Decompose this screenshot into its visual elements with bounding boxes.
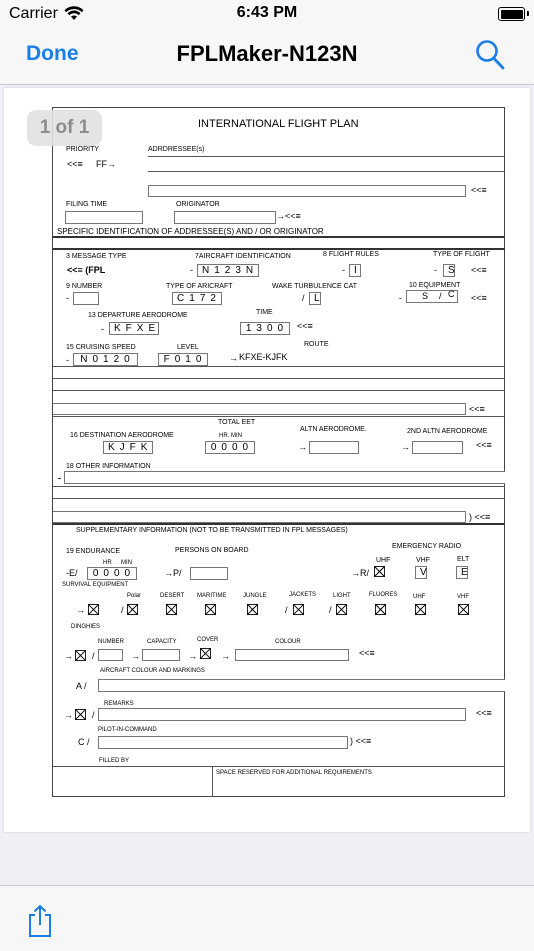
clock: 6:43 PM xyxy=(236,4,298,21)
addressee-field[interactable] xyxy=(148,185,466,197)
altn-field[interactable] xyxy=(309,441,359,454)
search-icon[interactable] xyxy=(474,38,506,77)
wake-field[interactable]: L xyxy=(309,292,321,305)
elt-label: ELT xyxy=(457,556,470,563)
slash: / xyxy=(92,710,95,720)
document-title: FPLMaker-N123N xyxy=(176,41,358,66)
aircraft-colour-label: AIRCRAFT COLOUR AND MARKINGS xyxy=(100,668,205,674)
type-aircraft-field[interactable]: C172 xyxy=(172,292,222,305)
route-value[interactable]: KFXE-KJFK xyxy=(239,352,288,362)
type-aircraft-label: TYPE OF ARICRAFT xyxy=(166,283,233,290)
divider xyxy=(53,248,505,250)
navigation-bar xyxy=(0,30,534,85)
colour-label: COLOUR xyxy=(275,639,301,645)
maritime-crossed-box[interactable] xyxy=(205,604,216,615)
other-info-field-2[interactable] xyxy=(53,511,466,523)
arrow: → xyxy=(298,442,307,452)
dash: - xyxy=(399,293,402,303)
divider xyxy=(148,156,505,157)
addressee-label: ADRDRESSEE(s) xyxy=(148,146,205,153)
endurance-field[interactable]: 0000 xyxy=(87,567,137,580)
page-indicator: 1 of 1 xyxy=(27,110,102,146)
colour-field[interactable] xyxy=(235,649,349,661)
cover-crossed-box[interactable] xyxy=(200,648,211,659)
divider xyxy=(148,171,505,172)
end-marker: <<≡ xyxy=(359,648,375,658)
divider xyxy=(53,416,505,417)
specific-identification-label: SPECIFIC IDENTIFICATION OF ADDRESSEE(S) AND / OR ORIGINATOR xyxy=(57,227,324,236)
originator-field[interactable] xyxy=(174,211,276,224)
flight-rules-label: 8 FLIGHT RULES xyxy=(323,251,379,258)
altn-label: ALTN AERODROME. xyxy=(300,426,367,433)
hr-min-label: HR. MIN xyxy=(219,433,242,439)
arrow: → xyxy=(188,651,197,661)
share-icon[interactable] xyxy=(27,904,53,943)
remarks-field[interactable] xyxy=(98,708,466,721)
flight-rules-field[interactable]: I xyxy=(349,264,361,277)
uhf-crossed-box-2[interactable] xyxy=(415,604,426,615)
uhf-label-2: UHF xyxy=(413,594,426,600)
bottom-toolbar xyxy=(0,885,534,951)
capacity-field[interactable] xyxy=(142,649,180,661)
divider xyxy=(212,766,213,797)
cruising-speed-field[interactable]: N0120 xyxy=(73,353,138,366)
survival-label: SURVIVAL EQUIPMENT xyxy=(62,582,129,588)
dinghies-crossed-box[interactable] xyxy=(75,650,86,661)
vhf-label: VHF xyxy=(416,557,430,564)
level-label: LEVEL xyxy=(177,344,199,351)
number-label: 9 NUMBER xyxy=(66,283,103,290)
fluores-label: FLUORES xyxy=(369,592,398,598)
type-of-flight-field[interactable]: S xyxy=(443,264,455,277)
filing-time-field[interactable] xyxy=(65,211,143,224)
emergency-radio-label: EMERGENCY RADIO xyxy=(392,543,462,550)
vhf-field[interactable]: V xyxy=(415,566,427,579)
dash: - xyxy=(190,265,193,275)
altn2-field[interactable] xyxy=(412,441,463,454)
end-marker: ) <<≡ xyxy=(469,512,491,522)
aircraft-colour-field[interactable] xyxy=(98,679,505,692)
aircraft-id-label: 7AIRCRAFT IDENTIFICATION xyxy=(195,253,291,260)
arrow: → xyxy=(64,651,73,661)
originator-arrow: →<<≡ xyxy=(276,211,301,221)
slash: / xyxy=(302,293,305,303)
aircraft-id-field[interactable]: N123N xyxy=(197,264,259,277)
slash: / xyxy=(439,291,442,301)
uhf-crossed-box[interactable] xyxy=(374,566,385,577)
uhf-label: UHF xyxy=(376,557,391,564)
departure-label: 13 DEPARTURE AERODROME xyxy=(88,312,188,319)
arrow: → xyxy=(76,605,85,615)
number-field[interactable] xyxy=(73,292,99,305)
carrier-label: Carrier xyxy=(9,5,58,22)
uhf-prefix: →R/ xyxy=(351,568,369,578)
dash: - xyxy=(66,293,69,303)
time-field[interactable]: 1300 xyxy=(240,322,290,335)
end-marker: <<≡ xyxy=(471,185,487,195)
end-marker: <<≡ xyxy=(471,265,487,275)
route-label: ROUTE xyxy=(304,341,329,348)
equipment-label: 10 EQUIPMENT xyxy=(409,282,461,289)
message-type-value: <<≡ (FPL xyxy=(67,265,106,275)
route-field[interactable] xyxy=(53,403,466,415)
dash: - xyxy=(66,355,69,365)
divider xyxy=(53,390,505,391)
altn2-label: 2ND ALTN AERODROME xyxy=(407,428,488,435)
slash: / xyxy=(92,651,95,661)
pic-prefix: C / xyxy=(78,737,90,747)
end-marker: <<≡ xyxy=(471,293,487,303)
end-marker: <<≡ xyxy=(469,404,485,414)
filled-by-label: FILLED BY xyxy=(99,758,130,764)
divider xyxy=(53,498,505,499)
other-info-field[interactable] xyxy=(64,471,505,484)
total-eet-field[interactable]: 0000 xyxy=(205,441,255,454)
light-label: LIGHT xyxy=(333,593,351,599)
arrow: → xyxy=(221,651,230,661)
polar-label: Polar xyxy=(127,593,142,599)
persons-field[interactable] xyxy=(190,567,228,580)
priority-value: FF→ xyxy=(96,159,116,169)
dash: - xyxy=(342,265,345,275)
arrow: → xyxy=(229,353,238,363)
level-field[interactable]: F010 xyxy=(158,353,208,366)
dash: - xyxy=(101,324,104,334)
dash: - xyxy=(434,265,437,275)
done-button[interactable]: Done xyxy=(26,42,79,65)
cruising-speed-label: 15 CRUISING SPEED xyxy=(66,344,136,351)
divider xyxy=(53,378,505,379)
dash: - xyxy=(58,473,61,483)
divider xyxy=(53,523,505,525)
space-reserved-label: SPACE RESERVED FOR ADDITIONAL REQUIREMENTS xyxy=(216,770,372,776)
equipment-c: C xyxy=(448,289,455,299)
hr-label: HR xyxy=(103,560,112,566)
maritime-label: MARITIME xyxy=(197,593,227,599)
remarks-crossed-box[interactable] xyxy=(75,709,86,720)
destination-field[interactable]: KJFK xyxy=(103,441,153,454)
slash: / xyxy=(329,605,332,615)
form-title: INTERNATIONAL FLIGHT PLAN xyxy=(198,118,359,130)
vhf-crossed-box[interactable] xyxy=(458,604,469,615)
pic-label: PILOT-IN-COMMAND xyxy=(98,727,157,733)
capacity-label: CAPACITY xyxy=(147,639,177,645)
endurance-prefix: -E/ xyxy=(66,568,78,578)
min-label: MIN xyxy=(121,560,132,566)
priority-arrow: <<≡ xyxy=(67,159,83,169)
originator-label: ORIGINATOR xyxy=(176,201,220,208)
destination-label: 16 DESTINATION AERODROME xyxy=(70,432,174,439)
pic-field[interactable] xyxy=(98,736,348,749)
persons-label: PERSONS ON BOARD xyxy=(175,547,249,554)
desert-crossed-box[interactable] xyxy=(166,604,177,615)
elt-field[interactable]: E xyxy=(456,566,468,579)
jungle-crossed-box[interactable] xyxy=(247,604,258,615)
polar-crossed-box[interactable] xyxy=(127,604,138,615)
arrow: → xyxy=(131,651,140,661)
jackets-crossed-box[interactable] xyxy=(293,604,304,615)
status-bar xyxy=(0,0,534,30)
filing-time-label: FILING TIME xyxy=(66,201,108,208)
divider xyxy=(53,366,505,367)
message-type-label: 3 MESSAGE TYPE xyxy=(66,253,127,260)
aircraft-colour-prefix: A / xyxy=(76,681,87,691)
survival-crossed-box[interactable] xyxy=(88,604,99,615)
dinghy-number-label: NUMBER xyxy=(98,639,125,645)
fluores-crossed-box[interactable] xyxy=(375,604,386,615)
end-marker: <<≡ xyxy=(476,708,492,718)
departure-field[interactable]: KFXE xyxy=(109,322,159,335)
slash: / xyxy=(285,605,288,615)
desert-label: DESERT xyxy=(160,593,185,599)
remarks-label: REMARKS xyxy=(104,701,134,707)
endurance-label: 19 ENDURANCE xyxy=(66,548,121,555)
time-label: TIME xyxy=(256,309,273,316)
jackets-label: JACKETS xyxy=(289,592,317,598)
priority-label: PRIORITY xyxy=(66,146,100,153)
persons-prefix: →P/ xyxy=(164,568,182,578)
vhf-label-2: VHF xyxy=(457,594,469,600)
divider xyxy=(53,236,505,238)
total-eet-label: TOTAL EET xyxy=(218,419,256,426)
slash: / xyxy=(121,605,124,615)
battery-icon xyxy=(498,7,525,21)
divider xyxy=(53,486,505,487)
supplementary-label: SUPPLEMENTARY INFORMATION (NOT TO BE TRANSMITTED IN FPL MESSAGES) xyxy=(76,527,348,534)
divider xyxy=(53,766,505,767)
wake-label: WAKE TURBULENCE CAT xyxy=(272,283,358,290)
type-of-flight-label: TYPE OF FLIGHT xyxy=(433,251,490,258)
end-marker: <<≡ xyxy=(476,440,492,450)
other-info-label: 18 OTHER INFORMATION xyxy=(66,463,151,470)
equipment-s: S xyxy=(422,291,429,301)
end-marker: <<≡ xyxy=(297,321,313,331)
dinghies-label: DINGHIES xyxy=(71,624,101,630)
light-crossed-box[interactable] xyxy=(336,604,347,615)
arrow: → xyxy=(401,442,410,452)
jungle-label: JUNGLE xyxy=(243,593,267,599)
cover-label: COVER xyxy=(197,637,219,643)
end-marker: ) <<≡ xyxy=(350,736,372,746)
dinghy-number-field[interactable] xyxy=(98,649,123,661)
arrow: → xyxy=(64,710,73,720)
